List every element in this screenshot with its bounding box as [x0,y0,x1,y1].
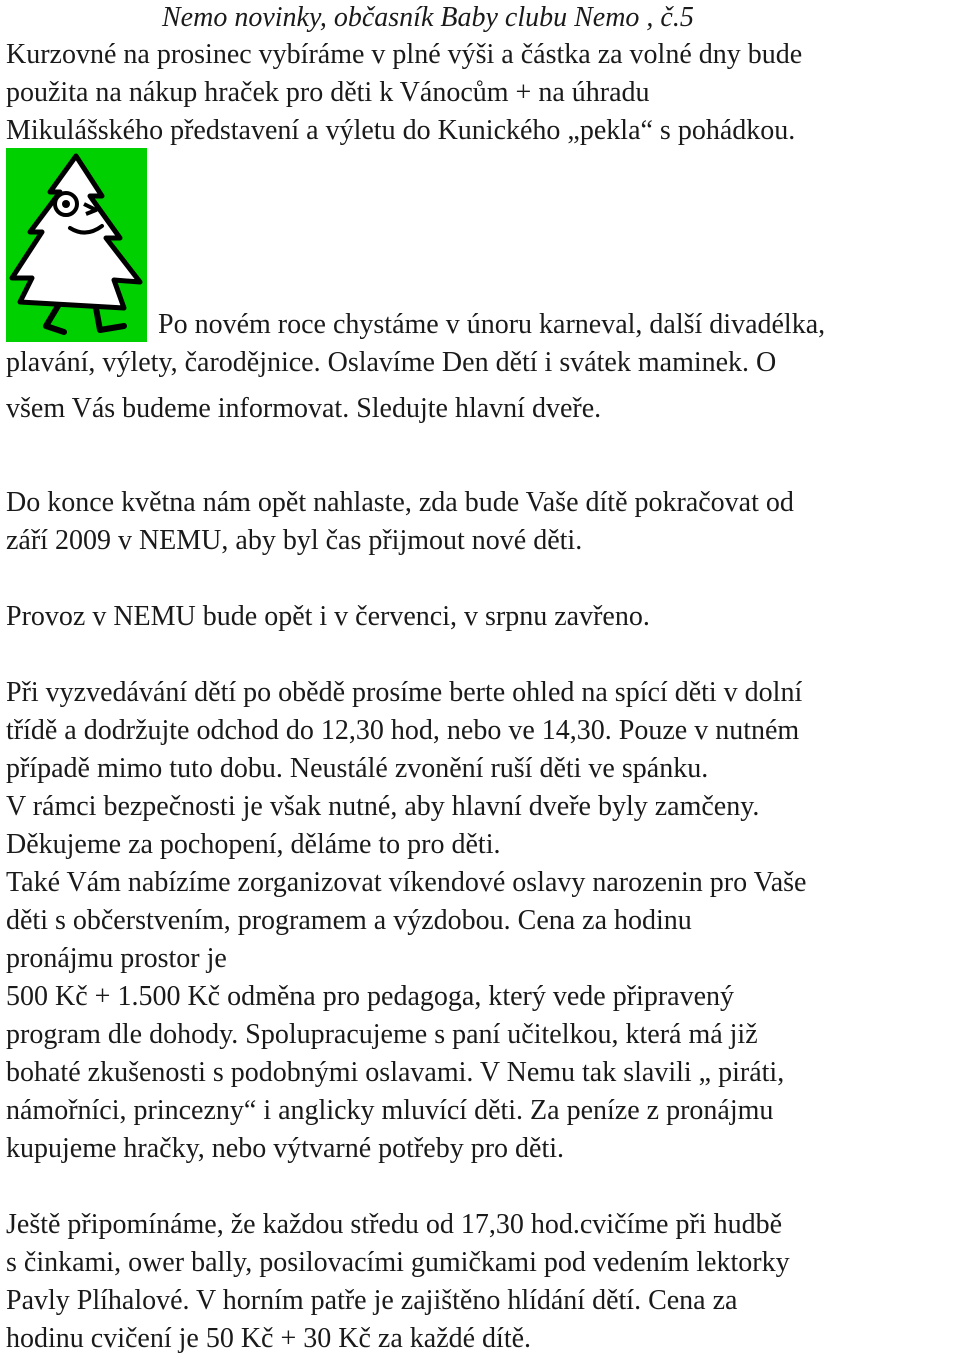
newsletter-title: Nemo novinky, občasník Baby clubu Nemo , č.5 [162,2,694,33]
text-line: Do konce května nám opět nahlaste, zda bude Vaše dítě pokračovat od [6,487,794,518]
text-line: Také Vám nabízíme zorganizovat víkendové oslavy narozenin pro Vaše [6,867,807,898]
text-line: námořníci, princezny“ i anglicky mluvící děti. Za peníze z pronájmu [6,1095,774,1126]
text-line: Pavly Plíhalové. V horním patře je zajištěno hlídání dětí. Cena za [6,1285,738,1316]
text-line: s činkami, ower bally, posilovacími gumičkami pod vedením lektorky [6,1247,790,1278]
text-line: děti s občerstvením, programem a výzdobou. Cena za hodinu [6,905,692,936]
text-line: 500 Kč + 1.500 Kč odměna pro pedagoga, který vede připravený [6,981,734,1012]
text-line: Ještě připomínáme, že každou středu od 17,30 hod.cvičíme při hudbě [6,1209,783,1240]
christmas-tree-icon [6,148,147,342]
text-line: všem Vás budeme informovat. Sledujte hlavní dveře. [6,393,602,424]
text-line: září 2009 v NEMU, aby byl čas přijmout nové děti. [6,525,583,556]
text-line: použita na nákup hraček pro děti k Vánocům + na úhradu [6,77,650,108]
text-line: Mikulášského představení a výletu do Kunického „pekla“ s pohádkou. [6,115,796,146]
text-line: třídě a dodržujte odchod do 12,30 hod, nebo ve 14,30. Pouze v nutném [6,715,800,746]
text-line: kupujeme hračky, nebo výtvarné potřeby pro děti. [6,1133,565,1164]
text-line: Při vyzvedávání dětí po obědě prosíme berte ohled na spící děti v dolní [6,677,803,708]
text-line: V rámci bezpečnosti je však nutné, aby hlavní dveře byly zamčeny. [6,791,760,822]
text-line: program dle dohody. Spolupracujeme s paní učitelkou, která má již [6,1019,758,1050]
text-line: Kurzovné na prosinec vybíráme v plné výši a částka za volné dny bude [6,39,803,70]
text-line: případě mimo tuto dobu. Neustálé zvonění ruší děti ve spánku. [6,753,709,784]
tree-illustration [6,148,147,342]
text-line: plavání, výlety, čarodějnice. Oslavíme Den dětí i svátek maminek. O [6,347,777,378]
text-line: Po novém roce chystáme v únoru karneval, další divadélka, [158,309,826,340]
text-line: pronájmu prostor je [6,943,227,974]
text-line: Provoz v NEMU bude opět i v červenci, v srpnu zavřeno. [6,601,650,632]
text-line: Děkujeme za pochopení, děláme to pro děti. [6,829,501,860]
text-line: hodinu cvičení je 50 Kč + 30 Kč za každé dítě. [6,1323,532,1354]
text-line: bohaté zkušenosti s podobnými oslavami. V Nemu tak slavili „ piráti, [6,1057,785,1088]
